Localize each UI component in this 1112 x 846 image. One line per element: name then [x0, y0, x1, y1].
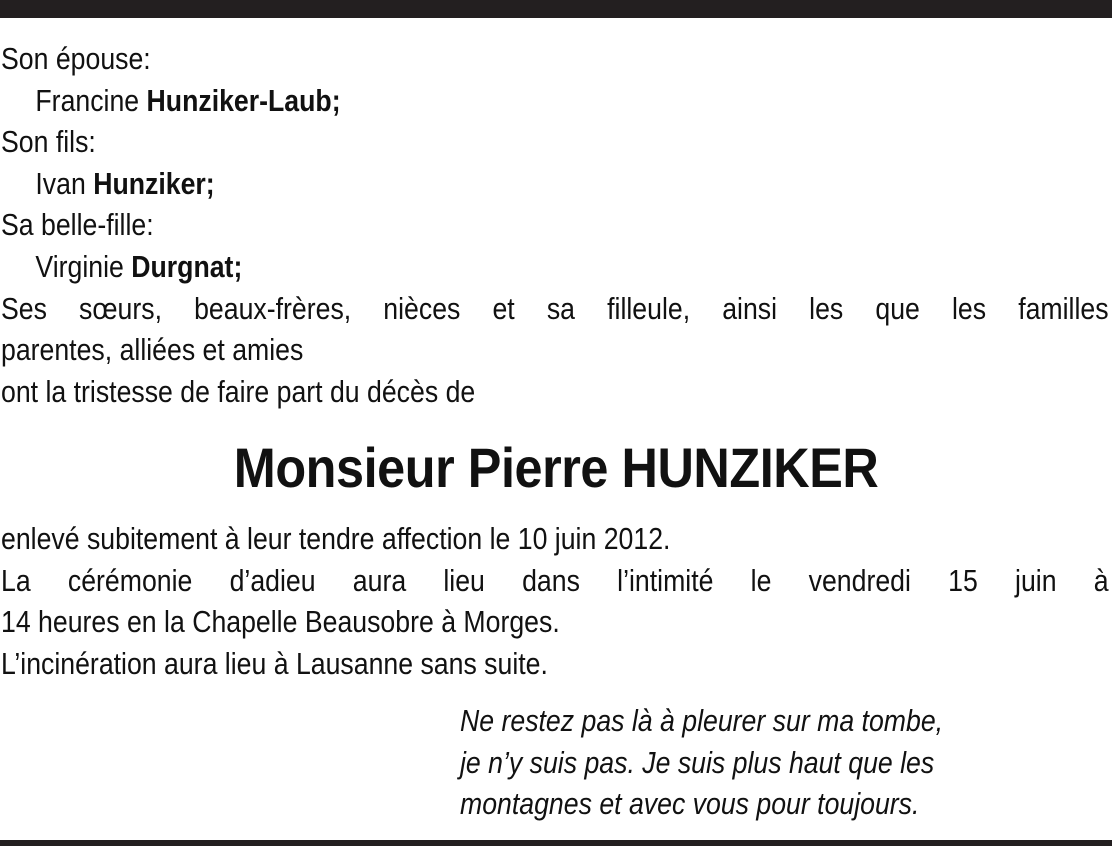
others-line-1-word: nièces: [383, 290, 461, 326]
others-line-1-word: familles: [1018, 290, 1109, 326]
fils-last-name: Hunziker;: [93, 165, 215, 201]
bellefille-first-name: Virginie: [35, 248, 124, 284]
fils-first-name: Ivan: [35, 165, 86, 201]
announcement-line: ont la tristesse de faire part du décès de: [1, 373, 476, 409]
epouse-last-name: Hunziker-Laub;: [146, 82, 341, 118]
others-line-1-word: filleule,: [607, 290, 691, 326]
family-section: [1, 38, 1109, 412]
details-line-2-word: vendredi: [808, 562, 911, 598]
details-line-2-word: d’adieu: [229, 562, 316, 598]
details-line-2-word: lieu: [443, 562, 485, 598]
others-line-1-word: les: [951, 290, 987, 326]
details-section: [1, 518, 1109, 684]
bellefille-last-name: Durgnat;: [131, 248, 243, 284]
others-line-1-word: et: [492, 290, 515, 326]
deceased-name: Monsieur Pierre HUNZIKER: [233, 436, 879, 499]
details-line-4: L’incinération aura lieu à Lausanne sans suite.: [1, 645, 548, 681]
details-line-2-word: dans: [522, 562, 580, 598]
others-line-1-word: sa: [546, 290, 575, 326]
details-line-3: 14 heures en la Chapelle Beausobre à Morges.: [1, 604, 560, 640]
bellefille-name: [1, 246, 1109, 288]
bellefille-label: Sa belle-fille:: [1, 207, 154, 243]
others-line-1-word: ainsi: [722, 290, 778, 326]
details-line-2-word: La: [1, 562, 31, 598]
epouse-first-name: Francine: [35, 82, 140, 118]
fils-name: [1, 163, 1109, 205]
others-line-1-word: sœurs,: [79, 290, 162, 326]
others-line-1-word: beaux-frères,: [194, 290, 352, 326]
others-line-1: [1, 288, 1109, 330]
quote-block: [460, 700, 1079, 825]
details-line-2-word: le: [750, 562, 772, 598]
top-border-rule: [0, 0, 1112, 18]
details-line-2: [1, 560, 1109, 602]
bottom-border-rule: [0, 840, 1112, 846]
deceased-name-heading: [0, 433, 1112, 503]
others-line-1-word: Ses: [1, 290, 47, 326]
quote-line-2: je n’y suis pas. Je suis plus haut que les: [460, 744, 935, 780]
others-line-2: parentes, alliées et amies: [1, 332, 304, 368]
details-line-2-word: aura: [352, 562, 407, 598]
details-line-2-word: cérémonie: [67, 562, 193, 598]
others-line-1-word: que: [875, 290, 920, 326]
details-line-2-word: à: [1093, 562, 1109, 598]
fils-label: Son fils:: [1, 124, 96, 160]
quote-line-3: montagnes et avec vous pour toujours.: [460, 786, 920, 822]
others-line-1-word: les: [809, 290, 844, 326]
details-line-2-word: juin: [1015, 562, 1057, 598]
details-line-1: enlevé subitement à leur tendre affection le 10 juin 2012.: [1, 521, 671, 556]
details-line-2-word: 15: [948, 562, 978, 598]
quote-line-1: Ne restez pas là à pleurer sur ma tombe,: [460, 703, 944, 738]
epouse-label: Son épouse:: [1, 41, 151, 76]
epouse-name: [1, 80, 1109, 122]
details-line-2-word: l’intimité: [617, 562, 714, 598]
